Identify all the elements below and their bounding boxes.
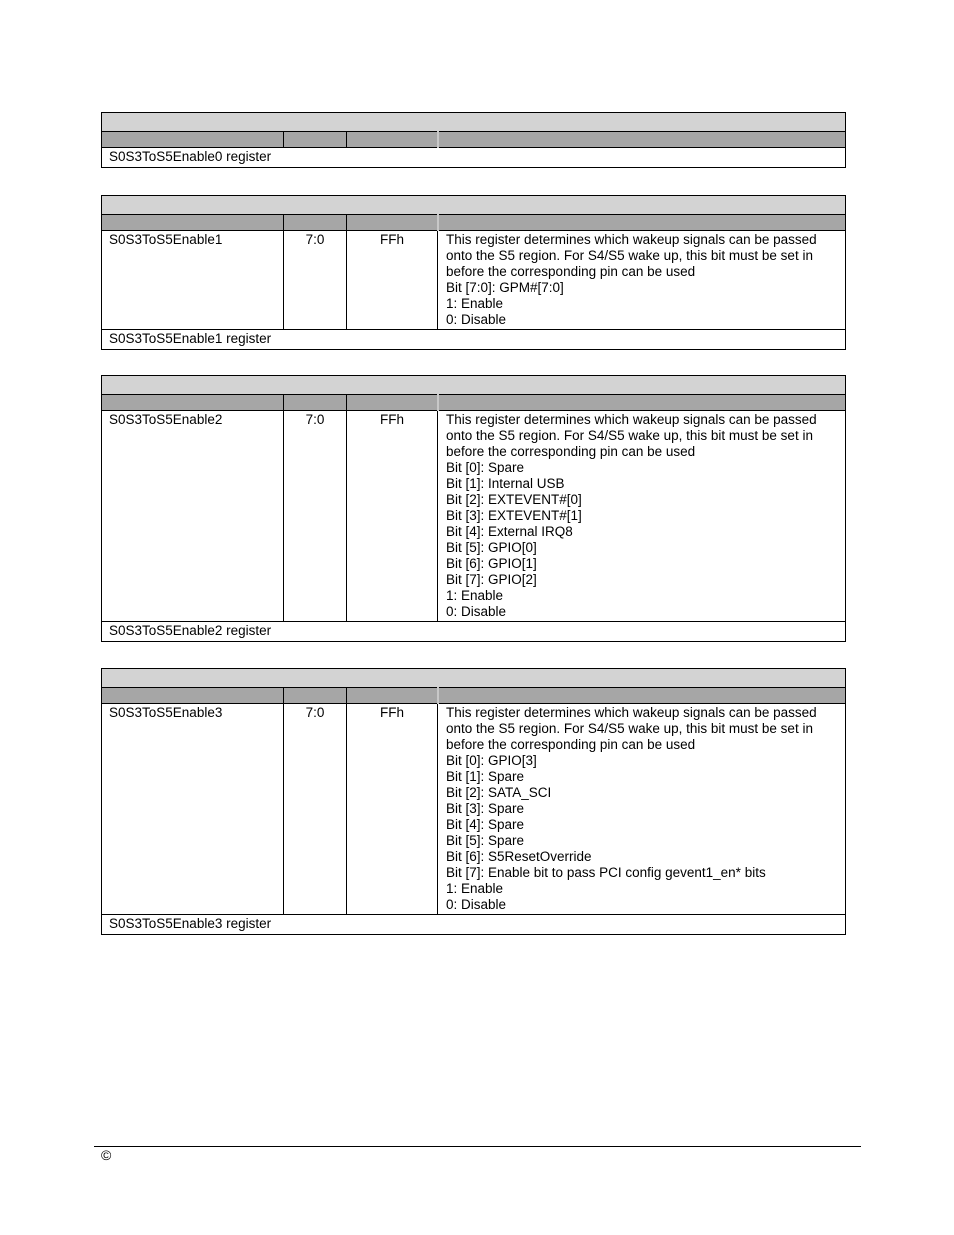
description-line: Bit [2]: EXTEVENT#[0] [446, 492, 582, 507]
default-value: FFh [347, 231, 438, 330]
register-caption: S0S3ToS5Enable2 register [102, 622, 846, 642]
description-line: Bit [4]: Spare [446, 817, 525, 832]
register-table-enable3 [101, 668, 846, 935]
register-table-enable1 [101, 195, 846, 350]
field-name: S0S3ToS5Enable3 [102, 704, 284, 915]
table-row [102, 231, 846, 330]
description-line: onto the S5 region. For S4/S5 wake up, this bit must be set in [446, 428, 813, 443]
table-row [102, 704, 846, 915]
description-line: Bit [7:0]: GPM#[7:0] [446, 280, 564, 295]
table-header-row [102, 132, 846, 148]
table-caption-row [102, 148, 846, 168]
description-line: 0: Disable [446, 897, 507, 912]
bits-value: 7:0 [284, 704, 347, 915]
field-name: S0S3ToS5Enable2 [102, 411, 284, 622]
table-title-row [102, 196, 846, 215]
description-line: Bit [6]: GPIO[1] [446, 556, 537, 571]
register-caption: S0S3ToS5Enable1 register [102, 330, 846, 350]
description-line: Bit [1]: Internal USB [446, 476, 565, 491]
description-line: Bit [1]: Spare [446, 769, 525, 784]
description-line: Bit [4]: External IRQ8 [446, 524, 573, 539]
table-title-row [102, 113, 846, 132]
description-line: 0: Disable [446, 604, 507, 619]
description-cell [438, 411, 846, 622]
description-line: 1: Enable [446, 588, 504, 603]
description-line: onto the S5 region. For S4/S5 wake up, this bit must be set in [446, 248, 813, 263]
default-value: FFh [347, 411, 438, 622]
description-line: This register determines which wakeup signals can be passed [446, 232, 817, 247]
table-title-row [102, 376, 846, 395]
description-line: This register determines which wakeup signals can be passed [446, 705, 817, 720]
description-line: Bit [5]: GPIO[0] [446, 540, 537, 555]
table-caption-row [102, 622, 846, 642]
register-caption: S0S3ToS5Enable3 register [102, 915, 846, 935]
description-line: Bit [0]: GPIO[3] [446, 753, 537, 768]
table-row [102, 411, 846, 622]
bits-value: 7:0 [284, 411, 347, 622]
description-cell [438, 704, 846, 915]
description-cell [438, 231, 846, 330]
default-value: FFh [347, 704, 438, 915]
table-caption-row [102, 330, 846, 350]
description-line: onto the S5 region. For S4/S5 wake up, this bit must be set in [446, 721, 813, 736]
description-line: before the corresponding pin can be used [446, 264, 696, 279]
footer-divider [94, 1146, 861, 1147]
description-line: Bit [2]: SATA_SCI [446, 785, 552, 800]
description-line: 1: Enable [446, 296, 504, 311]
table-caption-row [102, 915, 846, 935]
table-header-row [102, 395, 846, 411]
table-header-row [102, 215, 846, 231]
description-line: Bit [3]: EXTEVENT#[1] [446, 508, 582, 523]
description-line: Bit [7]: Enable bit to pass PCI config gevent1_en* bits [446, 865, 766, 880]
register-table-enable0 [101, 112, 846, 168]
bits-value: 7:0 [284, 231, 347, 330]
description-line: Bit [5]: Spare [446, 833, 525, 848]
description-line: Bit [0]: Spare [446, 460, 525, 475]
table-title-row [102, 669, 846, 688]
description-line: before the corresponding pin can be used [446, 444, 696, 459]
description-line: Bit [6]: S5ResetOverride [446, 849, 592, 864]
description-line: Bit [7]: GPIO[2] [446, 572, 537, 587]
register-table-enable2 [101, 375, 846, 642]
description-line: 1: Enable [446, 881, 504, 896]
field-name: S0S3ToS5Enable1 [102, 231, 284, 330]
table-header-row [102, 688, 846, 704]
description-line: 0: Disable [446, 312, 507, 327]
description-line: This register determines which wakeup signals can be passed [446, 412, 817, 427]
register-caption: S0S3ToS5Enable0 register [102, 148, 846, 168]
description-line: before the corresponding pin can be used [446, 737, 696, 752]
copyright-symbol: © [101, 1147, 112, 1163]
description-line: Bit [3]: Spare [446, 801, 525, 816]
